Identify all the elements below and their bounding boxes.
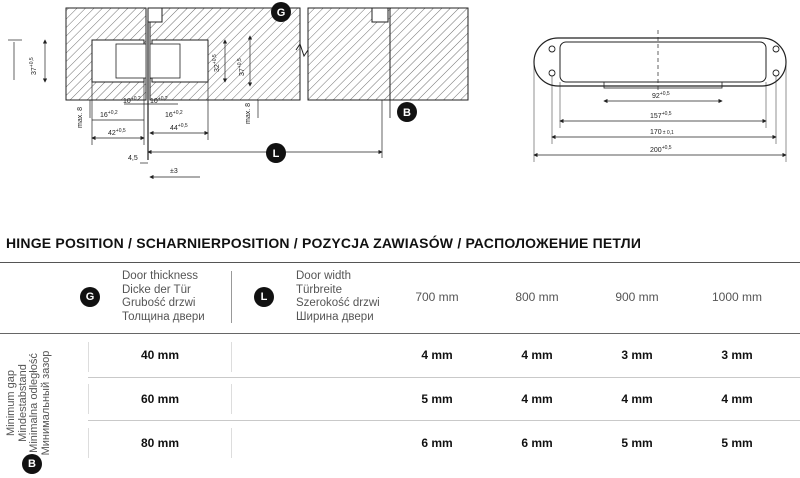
frame-section [66,8,468,160]
dim-10a: $10^{+0,2}$ [123,96,141,105]
table-cell: 4 mm [521,392,553,406]
col-900: 900 mm [615,290,659,304]
svg-text:G: G [276,7,286,19]
header-separator [231,271,232,323]
col-1000: 1000 mm [711,290,763,304]
table-cell: 4 mm [421,348,453,362]
dim-37a: $37^{+0,5}$ [29,57,38,75]
row-separator-v [231,342,232,372]
door-thickness-label: Door thickness Dicke der Tür Grubość drzwi Толщина двери [122,270,205,323]
row-divider [88,420,800,421]
badge-b: B [22,454,42,474]
table-cell: 5 mm [721,436,753,450]
dim-pm3: ±3 [170,168,178,175]
row-thickness: 40 mm [140,348,180,362]
table-cell: 6 mm [421,436,453,450]
table-cell: 4 mm [721,392,753,406]
row-thickness: 60 mm [140,392,180,406]
divider-header [0,333,800,334]
badge-l: L [254,287,274,307]
dim-16b: $16^{+0,2}$ [165,110,183,119]
svg-text:B: B [403,107,411,119]
dim-32: $32^{+0,5}$ [212,54,221,72]
dim-200: $200^{+0,5}$ [650,145,672,154]
dim-92: $92^{+0,5}$ [652,91,670,100]
dim-16a: $16^{+0,2}$ [100,110,118,119]
badge-l-drawing [266,143,286,163]
badge-g-drawing [271,2,291,22]
dim-37b: $37^{+0,5}$ [237,58,246,76]
table-cell: 4 mm [621,392,653,406]
dim-44: $44^{+0,5}$ [170,123,188,132]
row-thickness: 80 mm [140,436,180,450]
dim-4-5: 4,5 [128,155,138,162]
row-separator-left [88,384,89,414]
divider-top [0,262,800,263]
svg-text:L: L [272,148,280,160]
row-separator-v [231,384,232,414]
minimum-gap-label: Minimum gap Mindestabstand Minimalna odległość Минимальный зазор [5,350,52,456]
dim-max8b: max. 8 [245,102,252,124]
row-separator-left [88,428,89,458]
table-cell: 4 mm [521,348,553,362]
dim-170: 170± 0,1 [650,129,674,136]
row-separator-left [88,342,89,372]
col-700: 700 mm [415,290,459,304]
dim-157: $157^{+0,5}$ [650,111,672,120]
row-divider [88,377,800,378]
table-cell: 6 mm [521,436,553,450]
table-cell: 5 mm [421,392,453,406]
badge-b-drawing [397,102,417,122]
dim-42: $42^{+0,5}$ [108,128,126,137]
table-cell: 3 mm [721,348,753,362]
door-width-label: Door width Türbreite Szerokość drzwi Ширина двери [296,270,380,323]
dim-max8a: max. 8 [77,106,84,128]
section-title: HINGE POSITION / SCHARNIERPOSITION / POZYCJA ZAWIASÓW / РАСПОЛОЖЕНИЕ ПЕТЛИ [6,235,642,251]
technical-drawing [0,0,800,190]
dim-10b: $10^{+0,2}$ [150,96,168,105]
row-separator-v [231,428,232,458]
col-800: 800 mm [515,290,559,304]
badge-g: G [80,287,100,307]
table-cell: 5 mm [621,436,653,450]
table-cell: 3 mm [621,348,653,362]
